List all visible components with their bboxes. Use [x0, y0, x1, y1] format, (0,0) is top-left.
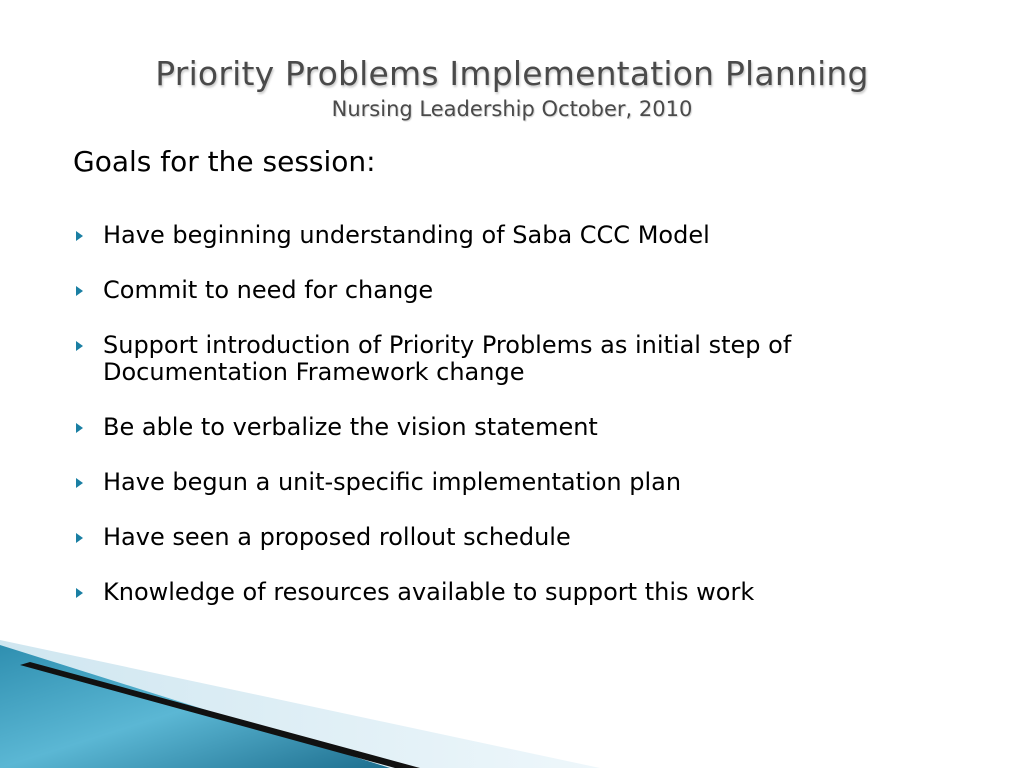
goal-item — [73, 332, 953, 386]
goal-item — [73, 524, 953, 551]
triangle-bullet-icon — [76, 533, 83, 543]
triangle-bullet-icon — [76, 588, 83, 598]
teal-swoosh — [0, 645, 390, 768]
pale-swoosh — [0, 640, 600, 768]
goal-item — [73, 277, 953, 304]
goal-text: Have beginning understanding of Saba CCC Model — [103, 221, 710, 249]
triangle-bullet-icon — [76, 341, 83, 351]
goal-text: Commit to need for change — [103, 276, 434, 304]
goal-text: Have seen a proposed rollout schedule — [103, 523, 571, 551]
triangle-bullet-icon — [76, 231, 83, 241]
goal-item — [73, 414, 953, 441]
goal-text: Knowledge of resources available to support this work — [103, 578, 755, 606]
slide-title: Priority Problems Implementation Planning — [155, 54, 869, 93]
black-swoosh — [20, 662, 420, 768]
goal-text: Have begun a unit-specific implementation plan — [103, 468, 682, 496]
triangle-bullet-icon — [76, 423, 83, 433]
goal-item — [73, 222, 953, 249]
goal-item — [73, 579, 953, 606]
goal-item — [73, 469, 953, 496]
goal-text: Support introduction of Priority Problems as initial step of Documentation Framework change — [103, 331, 792, 386]
triangle-bullet-icon — [76, 478, 83, 488]
slide-subtitle: Nursing Leadership October, 2010 — [331, 97, 693, 121]
title-block — [0, 52, 1024, 122]
triangle-bullet-icon — [76, 286, 83, 296]
goal-text: Be able to verbalize the vision statement — [103, 413, 598, 441]
goals-list — [73, 222, 953, 634]
goals-heading: Goals for the session: — [73, 145, 376, 178]
